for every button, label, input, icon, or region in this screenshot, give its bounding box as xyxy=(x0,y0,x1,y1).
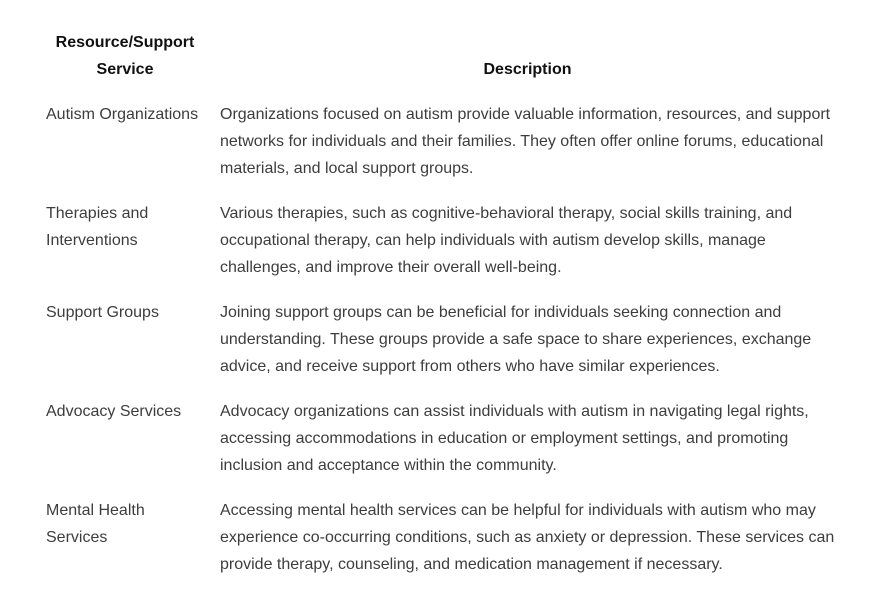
table-row xyxy=(34,101,839,200)
resource-cell: Advocacy Services xyxy=(46,403,182,420)
resource-cell: Autism Organizations xyxy=(46,106,199,123)
header-resource: Resource/Support Service xyxy=(55,34,195,78)
table-row xyxy=(34,398,839,497)
resource-cell: Support Groups xyxy=(46,304,159,321)
table-header-row xyxy=(34,29,839,101)
description-cell: Accessing mental health services can be helpful for individuals with autism who may experience co-occurring conditions, such as anxiety or depression. These services can provide therapy, counseling, and medication management if necessary. xyxy=(220,502,835,573)
description-cell: Advocacy organizations can assist individuals with autism in navigating legal rights, accessing accommodations in education or employment settings, and promoting inclusion and acceptance within the community. xyxy=(220,403,809,474)
header-description: Description xyxy=(483,61,572,78)
description-cell: Joining support groups can be beneficial for individuals seeking connection and understanding. These groups provide a safe space to share experiences, exchange advice, and receive support from others who have similar experiences. xyxy=(220,304,812,375)
description-cell: Various therapies, such as cognitive-behavioral therapy, social skills training, and occupational therapy, can help individuals with autism develop skills, manage challenges, and improve their overall well-being. xyxy=(220,205,793,276)
table-row xyxy=(34,299,839,398)
resource-cell: Mental Health Services xyxy=(46,502,145,546)
resource-cell: Therapies and Interventions xyxy=(46,205,149,249)
table-row xyxy=(34,497,839,596)
description-cell: Organizations focused on autism provide valuable information, resources, and support networks for individuals and their families. They often offer online forums, educational materials, and local support groups. xyxy=(220,106,831,177)
table-row xyxy=(34,200,839,299)
resource-table xyxy=(34,29,839,596)
